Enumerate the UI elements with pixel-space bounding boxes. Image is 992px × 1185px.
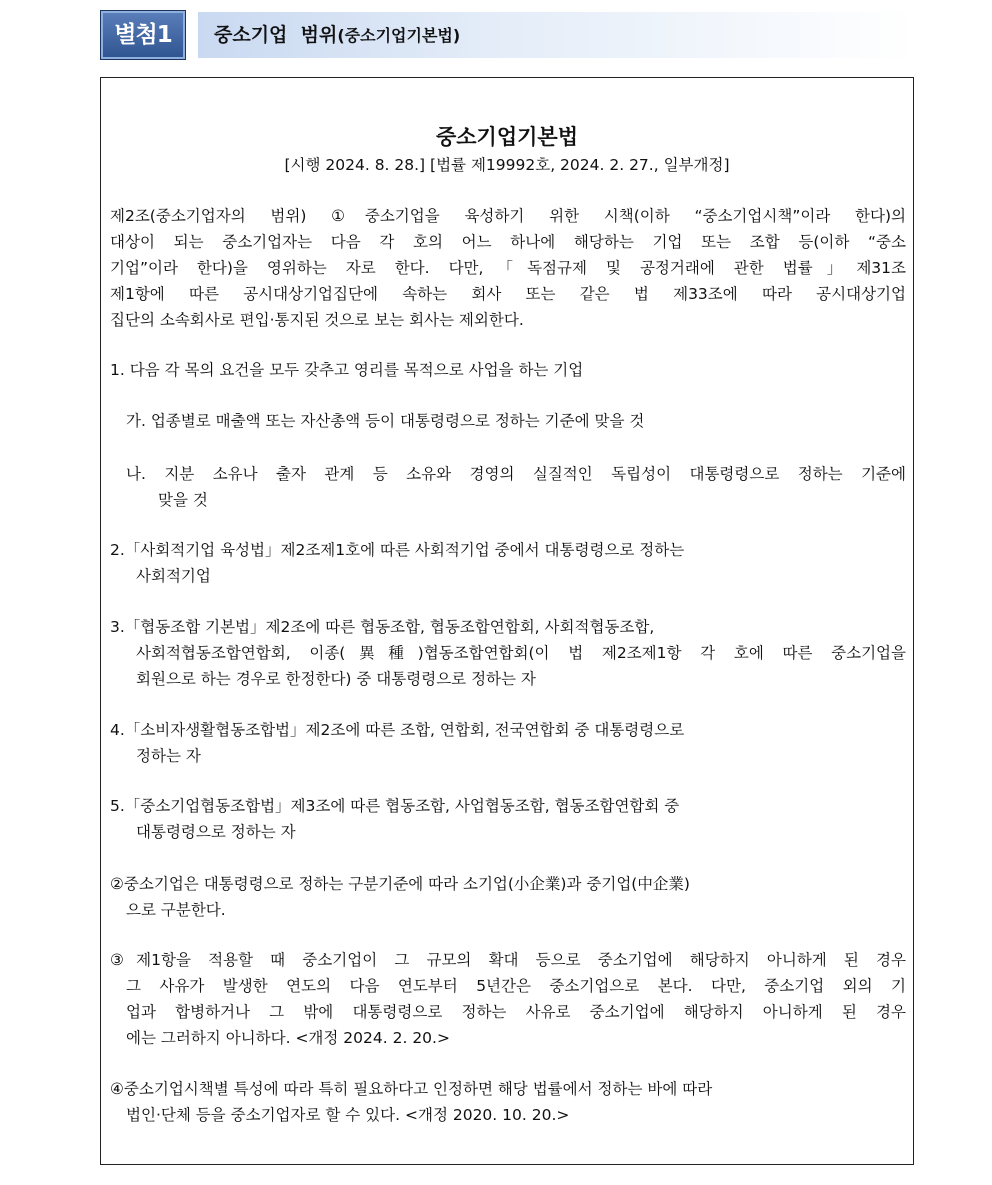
item-2-line-2: 사회적기업	[136, 567, 211, 585]
item-1-a: 가. 업종별로 매출액 또는 자산총액 등이 대통령령으로 정하는 기준에 맞을 것	[126, 412, 645, 430]
article-intro-line-4: 제1항에 따른 공시대상기업집단에 속하는 회사 또는 같은 법 제33조에 따라 공시대상기업	[110, 285, 906, 303]
item-2-line-1: 2.「사회적기업 육성법」제2조제1호에 따른 사회적기업 중에서 대통령령으로 정하는	[110, 541, 685, 559]
item-4-line-1: 4.「소비자생활협동조합법」제2조에 따른 조합, 연합회, 전국연합회 중 대통령령으로	[110, 721, 685, 739]
annex-header	[100, 10, 916, 60]
item-1-b-line-1: 나. 지분 소유나 출자 관계 등 소유와 경영의 실질적인 독립성이 대통령령으로 정하는 기준에	[126, 465, 906, 483]
paragraph-2-line-1: ②중소기업은 대통령령으로 정하는 구분기준에 따라 소기업(小企業)과 중기업(中企業)	[110, 875, 690, 893]
title-banner	[198, 12, 916, 58]
paragraph-3-line-2: 그 사유가 발생한 연도의 다음 연도부터 5년간은 중소기업으로 본다. 다만, 중소기업 외의 기	[126, 977, 906, 995]
paragraph-4-line-2: 법인·단체 등을 중소기업자로 할 수 있다. <개정 2020. 10. 20.>	[126, 1106, 570, 1124]
item-3-line-1: 3.「협동조합 기본법」제2조에 따른 협동조합, 협동조합연합회, 사회적협동조합,	[110, 618, 655, 636]
law-title: 중소기업기본법	[435, 125, 578, 149]
paragraph-4-line-1: ④중소기업시책별 특성에 따라 특히 필요하다고 인정하면 해당 법률에서 정하는 바에 따라	[110, 1080, 713, 1098]
annex-title	[214, 12, 460, 59]
item-1: 1. 다음 각 목의 요건을 모두 갖추고 영리를 목적으로 사업을 하는 기업	[110, 361, 584, 379]
annex-title-main: 중소기업 범위	[214, 24, 338, 46]
annex-title-sub: (중소기업기본법)	[337, 26, 461, 45]
item-4-line-2: 정하는 자	[136, 747, 201, 765]
item-3-line-3: 회원으로 하는 경우로 한정한다) 중 대통령령으로 정하는 자	[136, 670, 536, 688]
annex-badge: 별첨1	[100, 10, 186, 60]
law-enforcement-info: [시행 2024. 8. 28.] [법률 제19992호, 2024. 2. 27., 일부개정]	[284, 156, 730, 174]
article-intro-line-2: 대상이 되는 중소기업자는 다음 각 호의 어느 하나에 해당하는 기업 또는 조합 등(이하 “중소	[110, 233, 906, 251]
article-intro-line-1: 제2조(중소기업자의 범위) ①중소기업을 육성하기 위한 시책(이하 “중소기업시책”이라 한다)의	[110, 207, 906, 225]
item-5-line-1: 5.「중소기업협동조합법」제3조에 따른 협동조합, 사업협동조합, 협동조합연합회 중	[110, 797, 680, 815]
paragraph-3-line-4: 에는 그러하지 아니하다. <개정 2024. 2. 20.>	[126, 1029, 450, 1047]
paragraph-3-line-3: 업과 합병하거나 그 밖에 대통령령으로 정하는 사유로 중소기업에 해당하지 아니하게 된 경우	[126, 1003, 906, 1021]
item-3-line-2: 사회적협동조합연합회, 이종(異種)협동조합연합회(이 법 제2조제1항 각 호에 따른 중소기업을	[136, 644, 906, 662]
item-5-line-2: 대통령령으로 정하는 자	[136, 823, 296, 841]
paragraph-2-line-2: 으로 구분한다.	[126, 901, 226, 919]
article-intro-line-5: 집단의 소속회사로 편입·통지된 것으로 보는 회사는 제외한다.	[110, 311, 524, 329]
article-intro-line-3: 기업”이라 한다)을 영위하는 자로 한다. 다만,「독점규제 및 공정거래에 관한 법률」제31조	[110, 259, 906, 277]
paragraph-3-line-1: ③제1항을 적용할 때 중소기업이 그 규모의 확대 등으로 중소기업에 해당하지 아니하게 된 경우	[110, 951, 906, 969]
item-1-b-line-2: 맞을 것	[158, 491, 208, 509]
law-text-box	[100, 77, 914, 1165]
